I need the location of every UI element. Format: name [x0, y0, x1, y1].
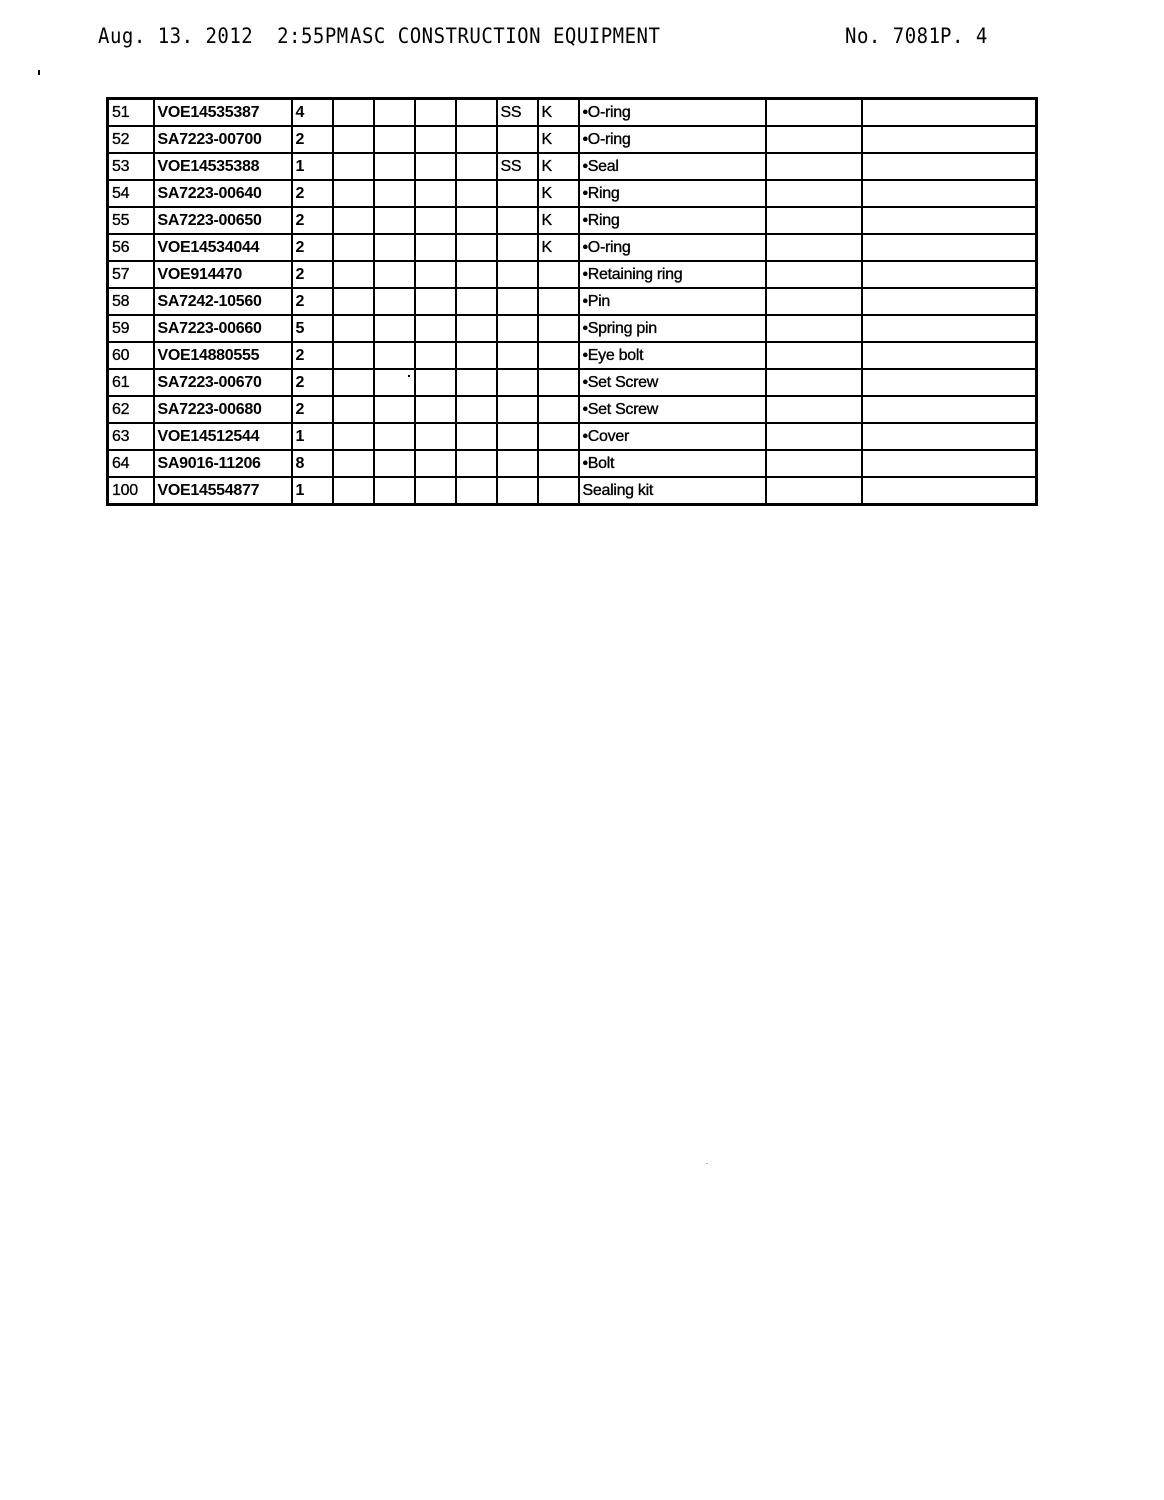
part-number-cell: VOE914470	[154, 261, 292, 288]
blank-cell	[415, 477, 456, 505]
fax-header	[0, 24, 1164, 55]
blank-cell	[415, 342, 456, 369]
blank-cell	[456, 342, 497, 369]
description-cell: •Set Screw	[579, 396, 766, 423]
description-cell: •Eye bolt	[579, 342, 766, 369]
quantity-cell: 1	[292, 153, 333, 180]
grade-code-cell	[497, 261, 538, 288]
quantity-cell: 1	[292, 423, 333, 450]
description-cell: •Spring pin	[579, 315, 766, 342]
part-number-cell: SA7223-00700	[154, 126, 292, 153]
kit-flag-cell: K	[538, 99, 579, 127]
grade-code-cell	[497, 234, 538, 261]
blank-cell	[862, 369, 1037, 396]
blank-cell	[374, 99, 415, 127]
item-number-cell: 52	[108, 126, 154, 153]
blank-cell	[374, 477, 415, 505]
grade-code-cell	[497, 126, 538, 153]
item-number-cell: 51	[108, 99, 154, 127]
blank-cell	[766, 234, 862, 261]
table-row	[108, 369, 1037, 396]
table-row	[108, 180, 1037, 207]
blank-cell	[766, 207, 862, 234]
quantity-cell: 5	[292, 315, 333, 342]
kit-flag-cell	[538, 315, 579, 342]
blank-cell	[456, 477, 497, 505]
blank-cell	[374, 315, 415, 342]
blank-cell	[415, 99, 456, 127]
part-number-cell: SA7223-00670	[154, 369, 292, 396]
table-row	[108, 423, 1037, 450]
blank-cell	[333, 234, 374, 261]
quantity-cell: 2	[292, 396, 333, 423]
part-number-cell: VOE14535388	[154, 153, 292, 180]
description-cell: •O-ring	[579, 99, 766, 127]
part-number-cell: VOE14535387	[154, 99, 292, 127]
blank-cell	[415, 423, 456, 450]
blank-cell	[374, 450, 415, 477]
scan-speck	[706, 1163, 708, 1164]
part-number-cell: VOE14554877	[154, 477, 292, 505]
description-cell: •Bolt	[579, 450, 766, 477]
blank-cell	[766, 180, 862, 207]
quantity-cell: 2	[292, 288, 333, 315]
blank-cell	[862, 99, 1037, 127]
item-number-cell: 54	[108, 180, 154, 207]
table-row	[108, 207, 1037, 234]
kit-flag-cell	[538, 288, 579, 315]
table-row	[108, 396, 1037, 423]
fax-number: No. 7081	[845, 24, 941, 49]
kit-flag-cell	[538, 477, 579, 505]
item-number-cell: 59	[108, 315, 154, 342]
description-cell: •Set Screw	[579, 369, 766, 396]
blank-cell	[415, 126, 456, 153]
description-cell: •Pin	[579, 288, 766, 315]
blank-cell	[766, 450, 862, 477]
description-cell: •Cover	[579, 423, 766, 450]
blank-cell	[415, 396, 456, 423]
table-row	[108, 261, 1037, 288]
quantity-cell: 2	[292, 126, 333, 153]
blank-cell	[456, 99, 497, 127]
blank-cell	[766, 423, 862, 450]
fax-company-name: ASC CONSTRUCTION EQUIPMENT	[350, 24, 661, 49]
blank-cell	[333, 261, 374, 288]
blank-cell	[862, 261, 1037, 288]
grade-code-cell	[497, 180, 538, 207]
kit-flag-cell	[538, 396, 579, 423]
blank-cell	[456, 288, 497, 315]
blank-cell	[766, 369, 862, 396]
blank-cell	[456, 234, 497, 261]
quantity-cell: 1	[292, 477, 333, 505]
kit-flag-cell: K	[538, 234, 579, 261]
grade-code-cell: SS	[497, 153, 538, 180]
grade-code-cell	[497, 423, 538, 450]
table-row	[108, 342, 1037, 369]
item-number-cell: 58	[108, 288, 154, 315]
blank-cell	[862, 180, 1037, 207]
blank-cell	[374, 423, 415, 450]
parts-table-body	[108, 99, 1037, 505]
fax-date-time: Aug. 13. 2012 2:55PM	[98, 24, 349, 49]
grade-code-cell	[497, 207, 538, 234]
quantity-cell: 2	[292, 234, 333, 261]
blank-cell	[333, 423, 374, 450]
blank-cell	[456, 180, 497, 207]
blank-cell	[766, 477, 862, 505]
grade-code-cell	[497, 315, 538, 342]
blank-cell	[766, 261, 862, 288]
blank-cell	[415, 153, 456, 180]
item-number-cell: 57	[108, 261, 154, 288]
blank-cell	[862, 315, 1037, 342]
part-number-cell: SA7223-00680	[154, 396, 292, 423]
item-number-cell: 100	[108, 477, 154, 505]
kit-flag-cell: K	[538, 180, 579, 207]
blank-cell	[415, 450, 456, 477]
table-row	[108, 126, 1037, 153]
kit-flag-cell: K	[538, 126, 579, 153]
table-row	[108, 99, 1037, 127]
blank-cell	[415, 207, 456, 234]
blank-cell	[415, 180, 456, 207]
blank-cell	[766, 153, 862, 180]
grade-code-cell	[497, 288, 538, 315]
item-number-cell: 55	[108, 207, 154, 234]
blank-cell	[333, 180, 374, 207]
item-number-cell: 63	[108, 423, 154, 450]
parts-list-table	[106, 97, 1038, 506]
blank-cell	[862, 423, 1037, 450]
blank-cell	[333, 450, 374, 477]
quantity-cell: 2	[292, 207, 333, 234]
kit-flag-cell	[538, 261, 579, 288]
blank-cell	[766, 396, 862, 423]
blank-cell	[456, 369, 497, 396]
part-number-cell: SA7223-00660	[154, 315, 292, 342]
blank-cell	[456, 207, 497, 234]
blank-cell	[374, 342, 415, 369]
item-number-cell: 64	[108, 450, 154, 477]
quantity-cell: 2	[292, 261, 333, 288]
blank-cell	[862, 234, 1037, 261]
part-number-cell: SA7223-00650	[154, 207, 292, 234]
blank-cell	[374, 288, 415, 315]
blank-cell	[862, 342, 1037, 369]
description-cell: •Retaining ring	[579, 261, 766, 288]
blank-cell	[415, 288, 456, 315]
blank-cell	[862, 450, 1037, 477]
blank-cell	[862, 126, 1037, 153]
blank-cell	[862, 207, 1037, 234]
blank-cell	[333, 315, 374, 342]
grade-code-cell	[497, 450, 538, 477]
blank-cell	[766, 342, 862, 369]
blank-cell	[766, 288, 862, 315]
blank-cell	[456, 396, 497, 423]
quantity-cell: 8	[292, 450, 333, 477]
blank-cell	[862, 153, 1037, 180]
quantity-cell: 2	[292, 369, 333, 396]
grade-code-cell	[497, 396, 538, 423]
description-cell: •O-ring	[579, 126, 766, 153]
grade-code-cell	[497, 369, 538, 396]
blank-cell	[862, 396, 1037, 423]
blank-cell	[766, 315, 862, 342]
table-row	[108, 450, 1037, 477]
blank-cell	[415, 234, 456, 261]
table-row	[108, 153, 1037, 180]
description-cell: •Seal	[579, 153, 766, 180]
item-number-cell: 53	[108, 153, 154, 180]
table-row	[108, 288, 1037, 315]
blank-cell	[456, 261, 497, 288]
quantity-cell: 2	[292, 180, 333, 207]
blank-cell	[456, 126, 497, 153]
blank-cell	[374, 396, 415, 423]
blank-cell	[456, 450, 497, 477]
quantity-cell: 4	[292, 99, 333, 127]
blank-cell	[456, 423, 497, 450]
blank-cell	[456, 153, 497, 180]
grade-code-cell	[497, 342, 538, 369]
blank-cell	[333, 99, 374, 127]
table-row	[108, 477, 1037, 505]
kit-flag-cell	[538, 423, 579, 450]
blank-cell	[333, 342, 374, 369]
blank-cell	[415, 369, 456, 396]
description-cell: •O-ring	[579, 234, 766, 261]
part-number-cell: SA7223-00640	[154, 180, 292, 207]
blank-cell	[333, 126, 374, 153]
blank-cell	[374, 369, 415, 396]
blank-cell	[374, 180, 415, 207]
scan-speck	[38, 70, 40, 75]
kit-flag-cell: K	[538, 207, 579, 234]
item-number-cell: 62	[108, 396, 154, 423]
part-number-cell: VOE14534044	[154, 234, 292, 261]
kit-flag-cell	[538, 450, 579, 477]
blank-cell	[862, 477, 1037, 505]
description-cell: •Ring	[579, 180, 766, 207]
blank-cell	[374, 261, 415, 288]
kit-flag-cell: K	[538, 153, 579, 180]
part-number-cell: SA9016-11206	[154, 450, 292, 477]
blank-cell	[374, 153, 415, 180]
blank-cell	[374, 126, 415, 153]
blank-cell	[862, 288, 1037, 315]
description-cell: •Ring	[579, 207, 766, 234]
kit-flag-cell	[538, 369, 579, 396]
table-row	[108, 234, 1037, 261]
blank-cell	[374, 234, 415, 261]
quantity-cell: 2	[292, 342, 333, 369]
part-number-cell: VOE14512544	[154, 423, 292, 450]
blank-cell	[415, 261, 456, 288]
table-row	[108, 315, 1037, 342]
blank-cell	[333, 396, 374, 423]
blank-cell	[333, 477, 374, 505]
blank-cell	[374, 207, 415, 234]
item-number-cell: 61	[108, 369, 154, 396]
grade-code-cell: SS	[497, 99, 538, 127]
blank-cell	[333, 153, 374, 180]
blank-cell	[766, 126, 862, 153]
blank-cell	[333, 369, 374, 396]
blank-cell	[415, 315, 456, 342]
part-number-cell: VOE14880555	[154, 342, 292, 369]
item-number-cell: 56	[108, 234, 154, 261]
item-number-cell: 60	[108, 342, 154, 369]
part-number-cell: SA7242-10560	[154, 288, 292, 315]
description-cell: Sealing kit	[579, 477, 766, 505]
blank-cell	[456, 315, 497, 342]
blank-cell	[333, 207, 374, 234]
kit-flag-cell	[538, 342, 579, 369]
fax-page-number: P. 4	[940, 24, 988, 49]
blank-cell	[766, 99, 862, 127]
blank-cell	[333, 288, 374, 315]
grade-code-cell	[497, 477, 538, 505]
